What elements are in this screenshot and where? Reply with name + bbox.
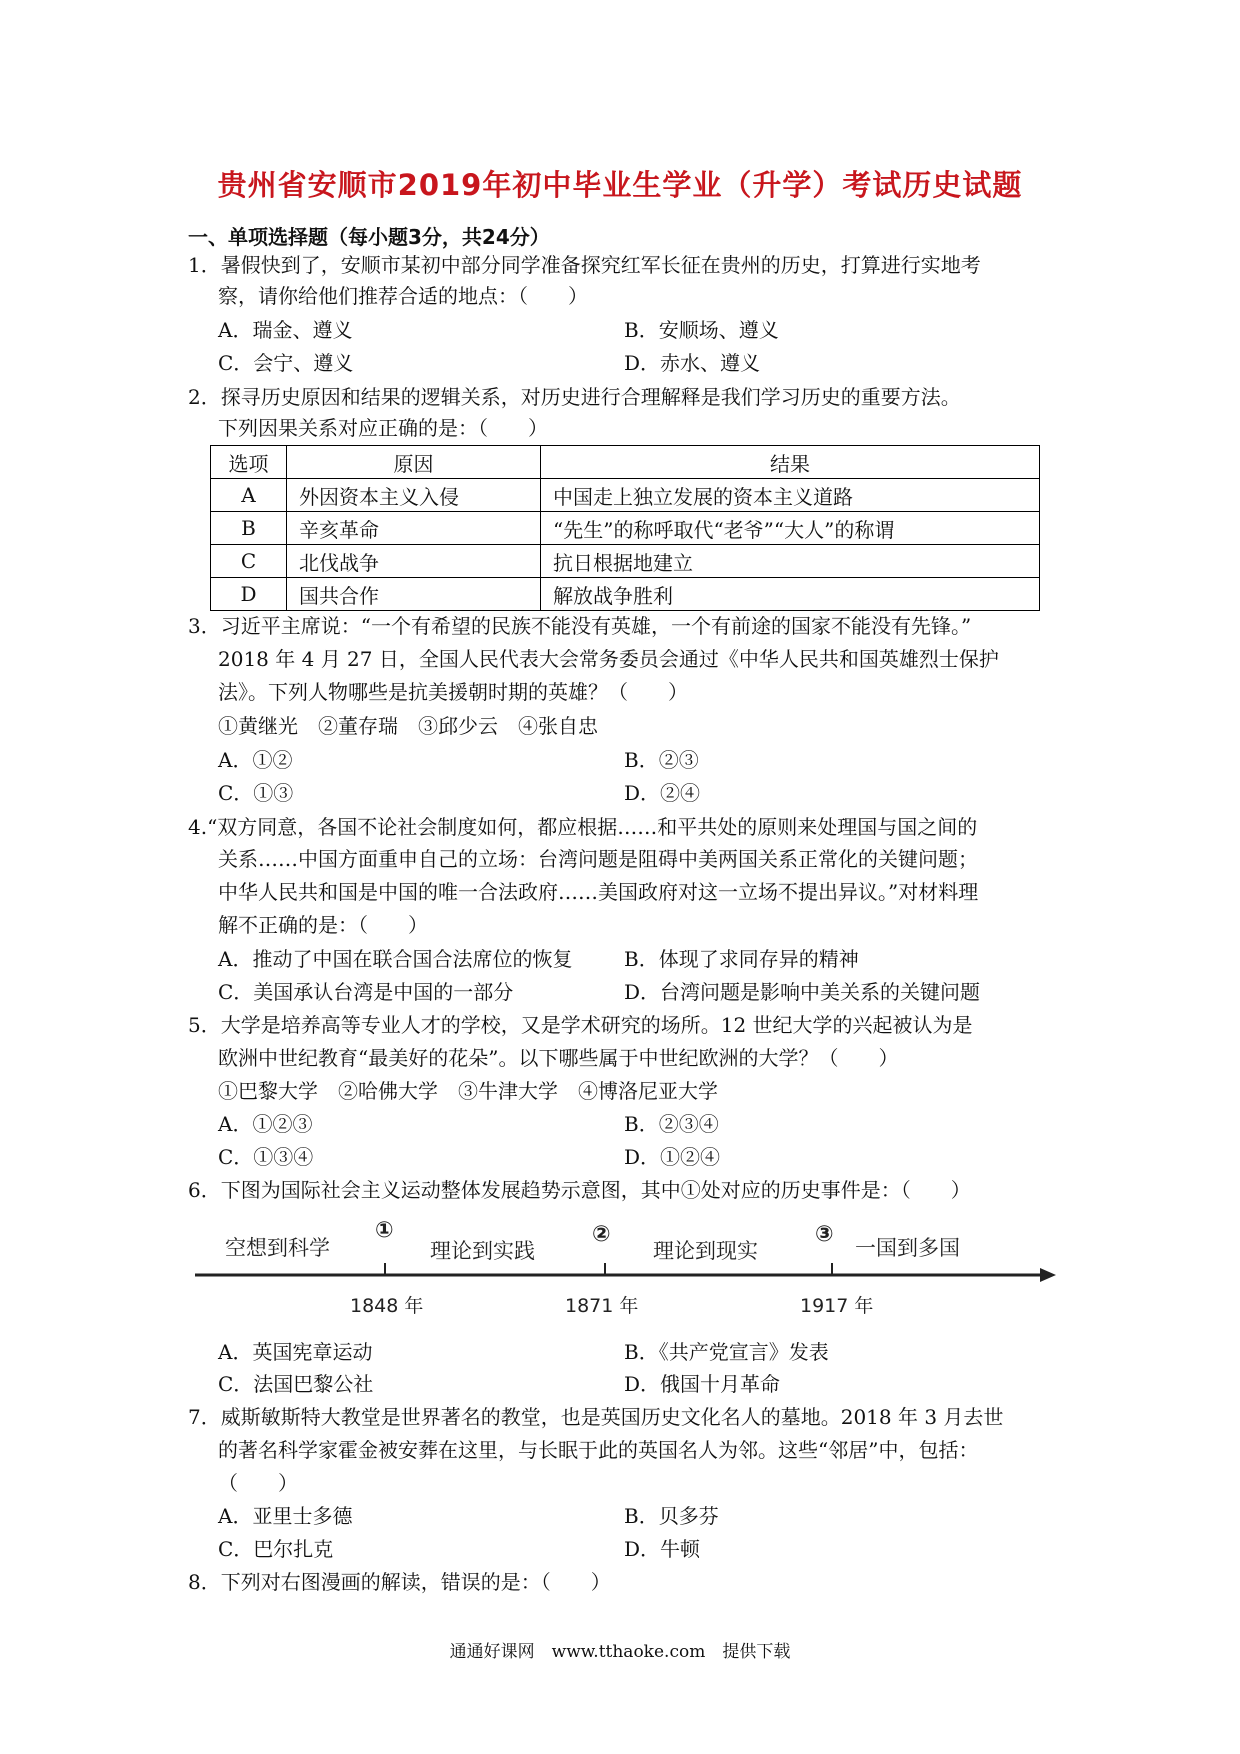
question-4-text: 解不正确的是：（ ） bbox=[218, 913, 428, 937]
table-header-row bbox=[211, 446, 1040, 479]
question-6-text: 6．下图为国际社会主义运动整体发展趋势示意图，其中①处对应的历史事件是：（ ） bbox=[188, 1178, 971, 1202]
page-footer: 通通好课网 www.tthaoke.com 提供下载 bbox=[449, 1642, 791, 1662]
question-7-option-d: D．牛顿 bbox=[624, 1537, 701, 1561]
question-7-option-b: B．贝多芬 bbox=[624, 1504, 719, 1528]
table-cell: 中国走上独立发展的资本主义道路 bbox=[541, 479, 1040, 512]
question-5-option-d: D．①②④ bbox=[624, 1145, 721, 1169]
timeline-year-label: 1917 年 bbox=[800, 1295, 874, 1317]
timeline-stage-label: 空想到科学 bbox=[225, 1236, 330, 1260]
table-row bbox=[211, 578, 1040, 611]
question-4-text: 4.“双方同意，各国不论社会制度如何，都应根据……和平共处的原则来处理国与国之间的 bbox=[188, 815, 978, 839]
question-1-option-a: A．瑞金、遵义 bbox=[218, 318, 353, 342]
cause-effect-table bbox=[210, 445, 1040, 611]
question-3-option-d: D．②④ bbox=[624, 781, 701, 805]
question-5-option-b: B．②③④ bbox=[624, 1112, 719, 1136]
table-cell: A bbox=[211, 479, 287, 512]
question-6-option-d: D．俄国十月革命 bbox=[624, 1372, 781, 1396]
question-3-option-c: C．①③ bbox=[218, 781, 294, 805]
question-8-text: 8．下列对右图漫画的解读，错误的是：（ ） bbox=[188, 1570, 611, 1594]
question-2-text: 2．探寻历史原因和结果的逻辑关系，对历史进行合理解释是我们学习历史的重要方法。 bbox=[188, 385, 961, 409]
timeline-arrowhead bbox=[1040, 1268, 1056, 1282]
question-5-text: 欧洲中世纪教育“最美好的花朵”。以下哪些属于中世纪欧洲的大学？（ ） bbox=[218, 1046, 899, 1070]
table-row bbox=[211, 545, 1040, 578]
question-7-text: 7．威斯敏斯特大教堂是世界著名的教堂，也是英国历史文化名人的墓地。2018 年 3 月去世 bbox=[188, 1405, 1004, 1429]
question-5-option-c: C．①③④ bbox=[218, 1145, 314, 1169]
timeline-stage-label: 理论到实践 bbox=[430, 1239, 535, 1263]
table-cell: 北伐战争 bbox=[287, 545, 541, 578]
question-1-text: 察，请你给他们推荐合适的地点：（ ） bbox=[218, 284, 588, 308]
timeline-marker: ① bbox=[375, 1218, 394, 1243]
question-5-items: ①巴黎大学 ②哈佛大学 ③牛津大学 ④博洛尼亚大学 bbox=[218, 1079, 718, 1103]
question-6-option-b: B．《共产党宣言》发表 bbox=[624, 1340, 829, 1364]
table-cell: 外因资本主义入侵 bbox=[287, 479, 541, 512]
table-cell: D bbox=[211, 578, 287, 611]
question-4-option-d: D．台湾问题是影响中美关系的关键问题 bbox=[624, 980, 981, 1004]
timeline-year-label: 1848 年 bbox=[350, 1295, 424, 1317]
question-3-text: 法》。下列人物哪些是抗美援朝时期的英雄？（ ） bbox=[218, 680, 688, 704]
timeline-marker: ③ bbox=[815, 1222, 834, 1247]
table-cell: 国共合作 bbox=[287, 578, 541, 611]
question-1-text: 1．暑假快到了，安顺市某初中部分同学准备探究红军长征在贵州的历史，打算进行实地考 bbox=[188, 253, 981, 277]
socialism-timeline-diagram bbox=[190, 1215, 1060, 1325]
question-6-option-c: C．法国巴黎公社 bbox=[218, 1372, 374, 1396]
question-4-option-b: B．体现了求同存异的精神 bbox=[624, 947, 859, 971]
table-cell: B bbox=[211, 512, 287, 545]
table-row bbox=[211, 479, 1040, 512]
page-title: 贵州省安顺市2019年初中毕业生学业（升学）考试历史试题 bbox=[217, 168, 1023, 202]
question-3-option-a: A．①② bbox=[218, 748, 293, 772]
question-5-option-a: A．①②③ bbox=[218, 1112, 313, 1136]
question-3-text: 2018 年 4 月 27 日，全国人民代表大会常务委员会通过《中华人民共和国英雄烈士保护 bbox=[218, 647, 999, 671]
section-heading: 一、单项选择题（每小题3分，共24分） bbox=[188, 225, 550, 249]
table-cell: 辛亥革命 bbox=[287, 512, 541, 545]
table-cell: 解放战争胜利 bbox=[541, 578, 1040, 611]
question-5-text: 5．大学是培养高等专业人才的学校，又是学术研究的场所。12 世纪大学的兴起被认为是 bbox=[188, 1013, 973, 1037]
question-4-option-a: A．推动了中国在联合国合法席位的恢复 bbox=[218, 947, 573, 971]
timeline-year-label: 1871 年 bbox=[565, 1295, 639, 1317]
table-cell: C bbox=[211, 545, 287, 578]
question-6-option-a: A．英国宪章运动 bbox=[218, 1340, 373, 1364]
question-3-text: 3．习近平主席说：“一个有希望的民族不能没有英雄，一个有前途的国家不能没有先锋。” bbox=[188, 614, 972, 638]
question-4-option-c: C．美国承认台湾是中国的一部分 bbox=[218, 980, 514, 1004]
question-3-option-b: B．②③ bbox=[624, 748, 699, 772]
timeline-stage-label: 理论到现实 bbox=[653, 1239, 758, 1263]
timeline-stage-label: 一国到多国 bbox=[855, 1236, 960, 1260]
table-row bbox=[211, 512, 1040, 545]
question-4-text: 中华人民共和国是中国的唯一合法政府……美国政府对这一立场不提出异议。”对材料理 bbox=[218, 880, 979, 904]
question-7-option-a: A．亚里士多德 bbox=[218, 1504, 353, 1528]
table-header-cell: 原因 bbox=[287, 446, 541, 479]
question-7-text: 的著名科学家霍金被安葬在这里，与长眠于此的英国名人为邻。这些“邻居”中，包括： bbox=[218, 1438, 979, 1462]
question-2-text: 下列因果关系对应正确的是：（ ） bbox=[218, 416, 548, 440]
table-cell: 抗日根据地建立 bbox=[541, 545, 1040, 578]
question-4-text: 关系……中国方面重申自己的立场：台湾问题是阻碍中美两国关系正常化的关键问题； bbox=[218, 847, 978, 871]
table-cell: “先生”的称呼取代“老爷”“大人”的称谓 bbox=[541, 512, 1040, 545]
table-header-cell: 结果 bbox=[541, 446, 1040, 479]
question-7-option-c: C．巴尔扎克 bbox=[218, 1537, 334, 1561]
question-3-items: ①黄继光 ②董存瑞 ③邱少云 ④张自忠 bbox=[218, 714, 598, 738]
question-1-option-c: C．会宁、遵义 bbox=[218, 351, 354, 375]
question-1-option-d: D．赤水、遵义 bbox=[624, 351, 761, 375]
table-header-cell: 选项 bbox=[211, 446, 287, 479]
question-7-text: （ ） bbox=[218, 1471, 298, 1495]
timeline-marker: ② bbox=[592, 1222, 611, 1247]
question-1-option-b: B．安顺场、遵义 bbox=[624, 318, 779, 342]
